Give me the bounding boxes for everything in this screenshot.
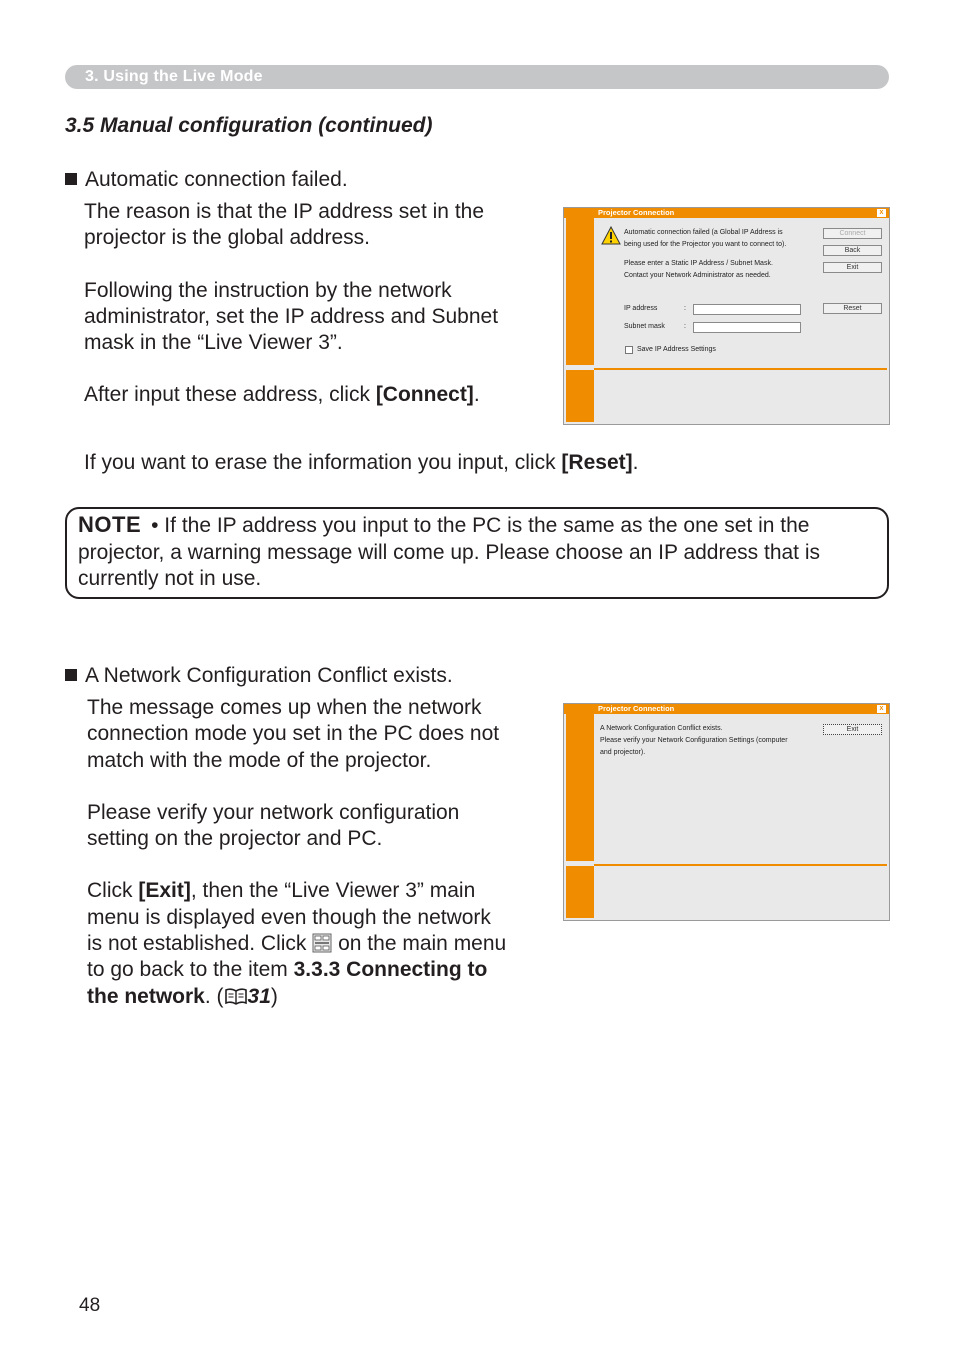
dialog-corner [564,704,596,714]
paragraph: Click [Exit], then the “Live Viewer 3” main menu is displayed even though the network is not established. Click on the main menu to go back to the item 3.3.3 Connecting to the network. ( 31) [87,879,507,1008]
save-ip-label: Save IP Address Settings [637,346,716,353]
square-bullet-icon [65,173,77,185]
dialog-message: Contact your Network Administrator as needed. [624,272,771,279]
back-button[interactable]: Back [823,245,882,256]
dialog-title: Projector Connection [596,208,890,218]
dialog-sidebar [566,714,594,861]
page-reference-link[interactable]: 31 [247,984,271,1008]
dialog-message: being used for the Projector you want to connect to). [624,241,787,248]
subnet-mask-label: Subnet mask [624,323,665,330]
dialog-corner [564,208,596,218]
dialog-network-conflict [563,703,890,921]
network-settings-icon [312,933,332,953]
ip-address-label: IP address [624,305,658,312]
section-title: 3. Using the Live Mode [85,68,263,85]
dialog-message: Please verify your Network Configuration Settings (computer [600,737,788,744]
colon: : [684,305,686,312]
paragraph: Please verify your network configuration setting on the projector and PC. [87,800,460,851]
dialog-message: Please enter a Static IP Address / Subnet Mask. [624,260,773,267]
ip-address-input[interactable] [693,304,801,315]
dialog-message: Automatic connection failed (a Global IP Address is [624,229,783,236]
dialog-sidebar-bottom [566,866,594,918]
dialog-message: and projector). [600,749,646,756]
paragraph: The message comes up when the network connection mode you set in the PC does not match with the mode of the projector. [87,696,500,772]
section-header-band [65,65,889,89]
dialog-divider [594,864,887,866]
paragraph: The reason is that the IP address set in the projector is the global address. [84,200,485,250]
book-icon [224,986,248,1006]
exit-button[interactable]: Exit [823,262,882,273]
bullet-heading-conflict: A Network Configuration Conflict exists. [65,663,453,689]
note-label: NOTE [78,512,142,537]
colon: : [684,323,686,330]
page-subtitle: 3.5 Manual configuration (continued) [65,114,433,137]
page-number: 48 [79,1295,101,1316]
paragraph: After input these address, click [Connect]. [84,383,480,407]
paragraph: Following the instruction by the network administrator, set the IP address and Subnet mask in the “Live Viewer 3”. [84,278,499,355]
reset-button[interactable]: Reset [823,303,882,314]
connect-button[interactable]: Connect [823,228,882,239]
square-bullet-icon [65,669,77,681]
save-ip-checkbox[interactable] [625,346,633,354]
dialog-divider [594,368,887,370]
exit-button[interactable]: Exit [823,724,882,735]
note-text: NOTE • If the IP address you input to the PC is the same as the one set in the projector, a warning message will come up. Please choose an IP address that is currently not in use. [78,512,821,590]
note-box [65,507,889,599]
block1-text [84,199,554,409]
dialog-title: Projector Connection [596,704,890,714]
dialog-sidebar [566,218,594,365]
subnet-mask-input[interactable] [693,322,801,333]
close-icon[interactable]: x [877,209,886,217]
dialog-sidebar-bottom [566,370,594,422]
block2-text [87,695,557,1010]
dialog-auto-connection-failed [563,207,890,425]
warning-icon [601,226,621,246]
dialog-message: A Network Configuration Conflict exists. [600,725,723,732]
bullet-heading-auto-failed: Automatic connection failed. [65,167,348,193]
paragraph-reset: If you want to erase the information you input, click [Reset]. [84,451,639,474]
close-icon[interactable]: x [877,705,886,713]
